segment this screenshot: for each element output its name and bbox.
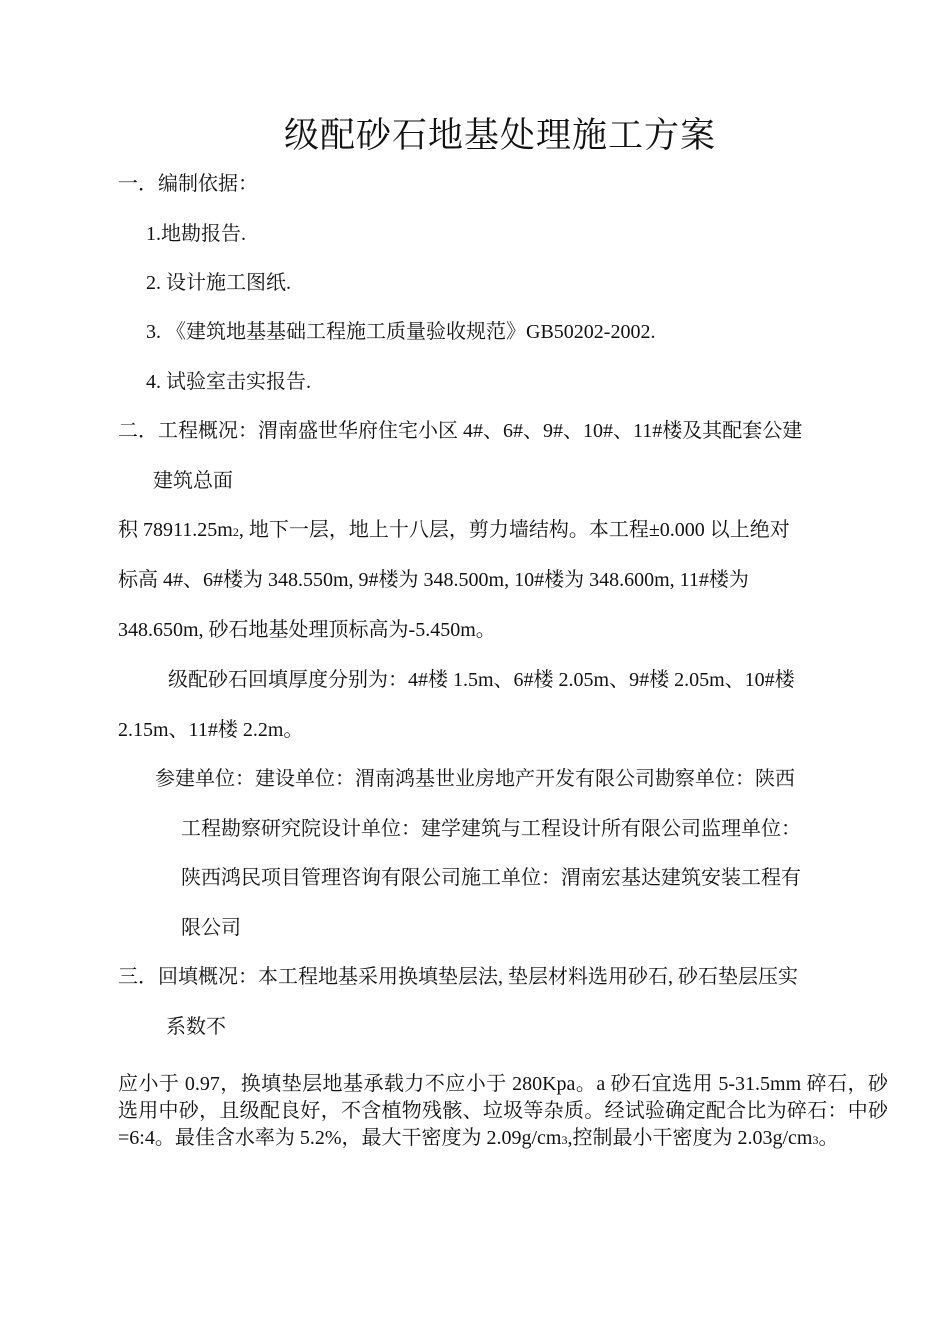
parties-line-2: 工程勘察研究院设计单位：建学建筑与工程设计所有限公司监理单位： (181, 818, 801, 840)
density-unit-exponent-2: 3 (812, 1133, 819, 1147)
density-unit-exponent-1: 3 (561, 1133, 568, 1147)
fill-thickness-line-2: 2.15m、11#楼 2.2m。 (118, 719, 304, 741)
section-1-item-2: 2. 设计施工图纸. (146, 272, 291, 294)
section-3-paragraph (118, 1071, 888, 1154)
section-2-elevation-line-2: 348.650m, 砂石地基处理顶标高为-5.450m。 (118, 619, 496, 641)
section-2-heading-cont: 建筑总面 (153, 470, 233, 492)
area-text-post: , 地下一层，地上十八层，剪力墙结构。本工程±0.000 以上绝对 (238, 519, 790, 541)
section-1-item-4: 4. 试验室击实报告. (146, 371, 311, 393)
document-title: 级配砂石地基处理施工方案 (283, 116, 716, 155)
fill-thickness-line-1: 级配砂石回填厚度分别为：4#楼 1.5m、6#楼 2.05m、9#楼 2.05m、10#楼 (168, 669, 795, 691)
section-2-area-line (118, 520, 790, 540)
section-1-item-1: 1.地勘报告. (146, 223, 246, 245)
section-2-elevation-line-1: 标高 4#、6#楼为 348.550m, 9#楼为 348.500m, 10#楼为 348.600m, 11#楼为 (118, 569, 749, 591)
section-2-heading: 二．工程概况：渭南盛世华府住宅小区 4#、6#、9#、10#、11#楼及其配套公建 (118, 420, 803, 442)
section-1-item-3: 3. 《建筑地基基础工程施工质量验收规范》GB50202-2002. (146, 321, 656, 343)
area-text-pre: 积 78911.25m (118, 519, 233, 541)
parties-line-4: 限公司 (181, 917, 241, 939)
parties-line-1: 参建单位：建设单位：渭南鸿基世业房地产开发有限公司勘察单位：陕西 (155, 768, 795, 790)
section-3-heading: 三．回填概况：本工程地基采用换填垫层法, 垫层材料选用砂石, 砂石垫层压实 (118, 966, 798, 988)
para-text-mid: ,控制最小干密度为 2.03g/cm (567, 1127, 813, 1149)
section-1-heading: 一．编制依据： (118, 173, 258, 195)
para-text-pre: 应小于 0.97，换填垫层地基承载力不应小于 280Kpa。a 砂石宜选用 5-31.5mm 碎石，砂选用中砂，且级配良好，不含植物残骸、垃圾等杂质。经试验确定配合比为碎石：中砂=6:4。最佳含水率为 5.2%，最大干密度为 2.09g/cm (118, 1073, 888, 1149)
section-3-heading-cont: 系数不 (166, 1016, 226, 1038)
parties-line-3: 陕西鸿民项目管理咨询有限公司施工单位：渭南宏基达建筑安装工程有 (181, 867, 801, 889)
para-text-end: 。 (818, 1127, 839, 1149)
area-unit-exponent: 2 (232, 525, 239, 539)
